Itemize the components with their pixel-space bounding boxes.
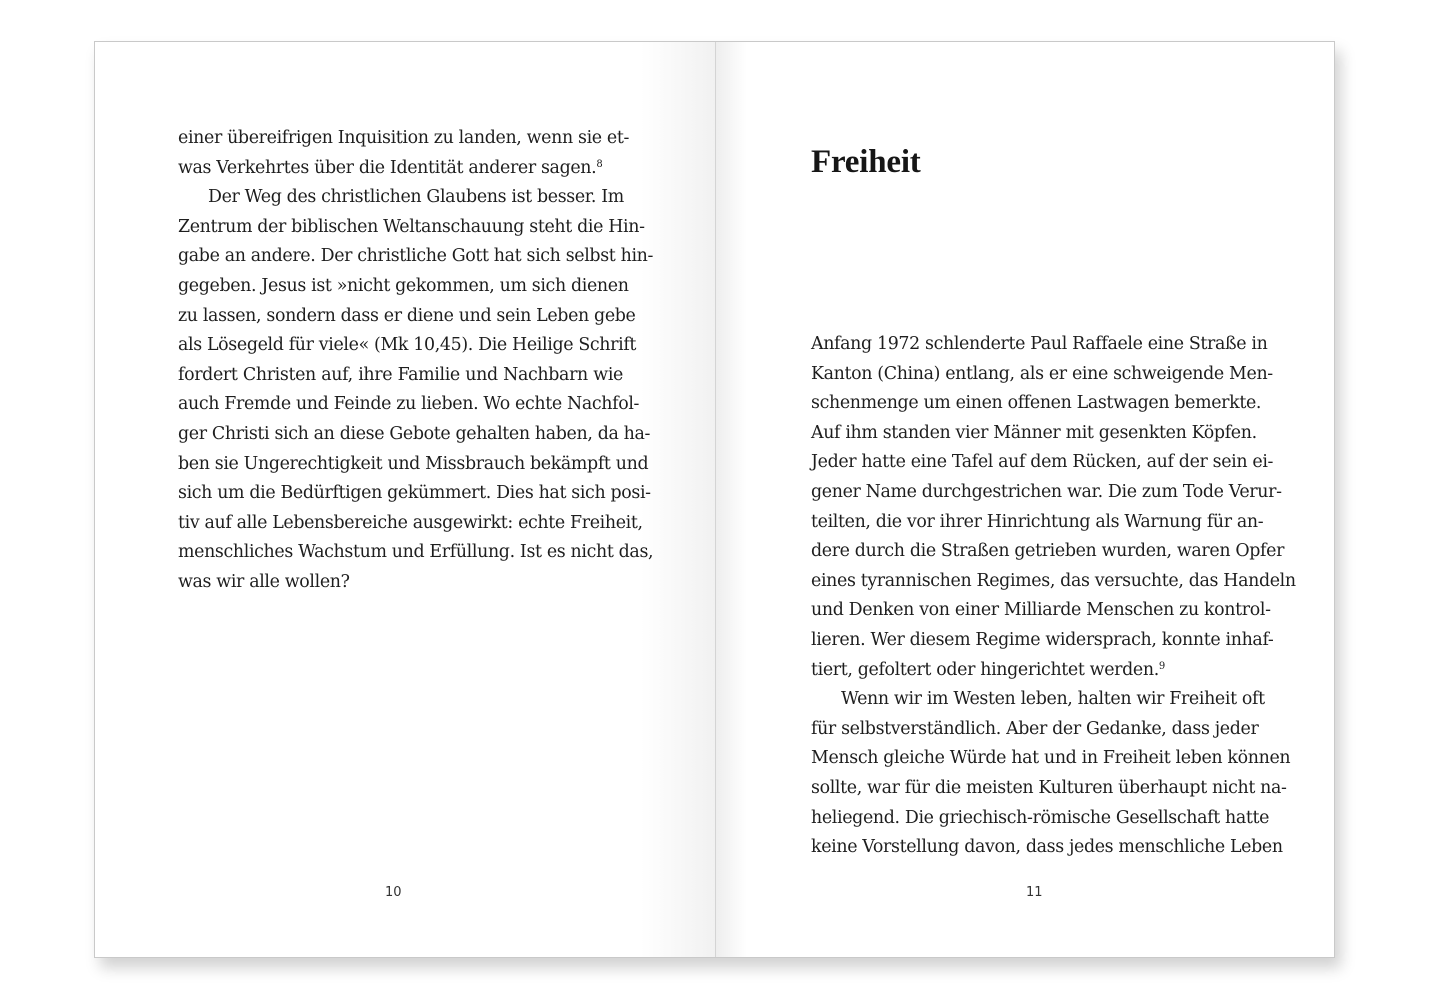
text-line (178, 154, 623, 184)
text-line: auch Fremde und Feinde zu lieben. Wo echte Nachfol- (178, 394, 640, 415)
text-line: tiv auf alle Lebensbereiche ausgewirkt: echte Freiheit, (178, 512, 643, 533)
text-line: Wenn wir im Westen leben, halten wir Freiheit oft (841, 689, 1265, 710)
page-number: 10 (385, 885, 402, 900)
text-line: Jeder hatte eine Tafel auf dem Rücken, auf der sein ei- (811, 452, 1274, 473)
text-line: teilten, die vor ihrer Hinrichtung als Warnung für an- (811, 511, 1264, 532)
right-paragraph-2 (811, 685, 1291, 863)
text-line: als Lösegeld für viele« (Mk 10,45). Die Heilige Schrift (178, 335, 637, 356)
footnote-marker: 9 (1158, 660, 1165, 672)
book-spread (94, 41, 1335, 958)
page-number: 11 (1026, 885, 1043, 900)
right-page-body (811, 330, 1296, 863)
text-line: Mensch gleiche Würde hat und in Freiheit leben können (811, 748, 1291, 769)
text-line: schenmenge um einen offenen Lastwagen bemerkte. (811, 393, 1262, 414)
text-line: keine Vorstellung davon, dass jedes menschliche Leben (811, 837, 1283, 858)
left-page-body (178, 124, 654, 598)
text-line: gener Name durchgestrichen war. Die zum Tode Verur- (811, 481, 1282, 502)
text-line: Der Weg des christlichen Glaubens ist besser. Im (208, 187, 624, 208)
text-line: menschliches Wachstum und Erfüllung. Ist es nicht das, (178, 542, 654, 563)
text-line: und Denken von einer Milliarde Menschen zu kontrol- (811, 600, 1271, 621)
left-page (95, 42, 715, 957)
text-line: eines tyrannischen Regimes, das versuchte, das Handeln (811, 570, 1296, 591)
text-line: gegeben. Jesus ist »nicht gekommen, um sich dienen (178, 275, 629, 296)
left-paragraph-1 (178, 124, 630, 183)
text-line (811, 656, 1255, 686)
text-line: Auf ihm standen vier Männer mit gesenkten Köpfen. (811, 422, 1257, 443)
right-page (715, 42, 1334, 957)
text-line: zu lassen, sondern dass er diene und sein Leben gebe (178, 305, 636, 326)
text-line: gabe an andere. Der christliche Gott hat sich selbst hin- (178, 246, 654, 267)
chapter-title: Freiheit (811, 144, 921, 180)
text-line: heliegend. Die griechisch-römische Gesellschaft hatte (811, 807, 1270, 828)
text-line: sich um die Bedürftigen gekümmert. Dies hat sich posi- (178, 483, 651, 504)
footnote-marker: 8 (596, 158, 603, 170)
text-line: Zentrum der biblischen Weltanschauung steht die Hin- (178, 216, 645, 237)
text-line: einer übereifrigen Inquisition zu landen, wenn sie et- (178, 128, 630, 148)
text-line: dere durch die Straßen getrieben wurden, waren Opfer (811, 541, 1285, 562)
right-paragraph-1 (811, 330, 1296, 685)
text-line: ger Christi sich an diese Gebote gehalten haben, da ha- (178, 423, 651, 444)
text-line-content: tiert, gefoltert oder hingerichtet werden. (811, 659, 1159, 680)
text-line: fordert Christen auf, ihre Familie und Nachbarn wie (178, 364, 623, 385)
text-line: was wir alle wollen? (178, 571, 350, 592)
text-line: Anfang 1972 schlenderte Paul Raffaele eine Straße in (811, 334, 1268, 354)
text-line: Kanton (China) entlang, als er eine schweigende Men- (811, 363, 1273, 384)
left-paragraph-2 (178, 183, 654, 597)
text-line: für selbstverständlich. Aber der Gedanke, dass jeder (811, 718, 1259, 739)
text-line: lieren. Wer diesem Regime widersprach, konnte inhaf- (811, 629, 1274, 650)
text-line: ben sie Ungerechtigkeit und Missbrauch bekämpft und (178, 453, 649, 474)
text-line-content: was Verkehrtes über die Identität anderer sagen. (178, 157, 597, 178)
text-line: sollte, war für die meisten Kulturen überhaupt nicht na- (811, 777, 1287, 798)
